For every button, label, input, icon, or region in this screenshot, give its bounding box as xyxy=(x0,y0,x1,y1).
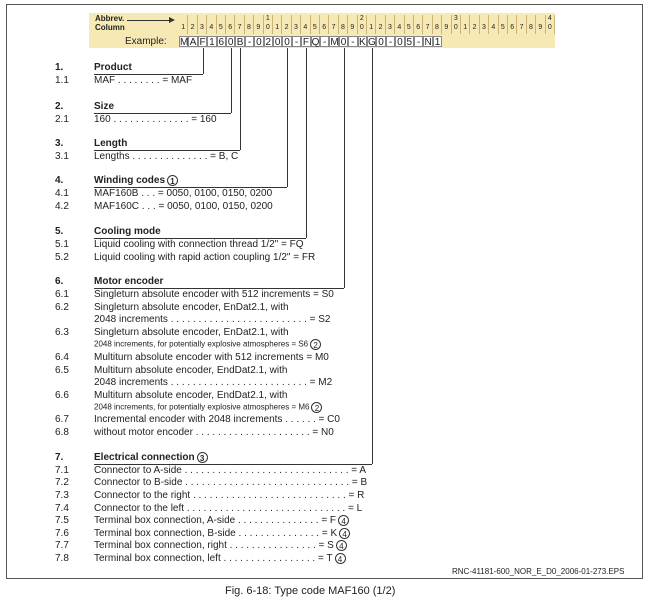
section-underline xyxy=(94,238,306,239)
item-text-continued: 2048 increments . . . . . . . . . . . . . . . . . . . . . . . . . = S2 xyxy=(94,314,331,325)
item-number: 6.8 xyxy=(55,427,69,438)
example-char: 0 xyxy=(256,37,262,48)
column-digit: 1 xyxy=(181,24,186,31)
column-cell xyxy=(405,15,414,34)
column-digit: 6 xyxy=(510,24,515,31)
column-digit: 7 xyxy=(425,24,430,31)
item-text: Multiturn absolute encoder with 512 increments = M0 xyxy=(94,352,329,363)
column-cell xyxy=(508,15,517,34)
reference-id: RNC-41181-600_NOR_E_D0_2006-01-273.EPS xyxy=(452,567,625,576)
example-char: B xyxy=(236,37,244,48)
column-cell xyxy=(245,15,254,34)
example-char: 5 xyxy=(406,37,413,48)
item-text: 160 . . . . . . . . . . . . . . = 160 xyxy=(94,114,217,125)
section-underline xyxy=(94,74,203,75)
column-digit: 3 xyxy=(482,24,486,31)
column-cell xyxy=(546,15,555,34)
column-cell xyxy=(499,15,508,34)
column-digit: 7 xyxy=(519,24,524,31)
item-text: Incremental encoder with 2048 increments . . . . . . = C0 xyxy=(94,414,340,425)
example-char: K xyxy=(358,37,366,48)
connector-line xyxy=(240,48,241,150)
item-text: MAF160C . . . = 0050, 0100, 0150, 0200 xyxy=(94,201,273,212)
example-label: Example: xyxy=(125,36,167,47)
section-underline xyxy=(94,113,231,114)
column-digit: 8 xyxy=(247,24,251,31)
column-digit: 9 xyxy=(256,24,261,31)
column-digit: 1 xyxy=(275,24,280,31)
item-text: MAF160B . . . = 0050, 0100, 0150, 0200 xyxy=(94,188,273,199)
column-cell xyxy=(470,15,479,34)
item-text: Connector to A-side . . . . . . . . . . . . . . . . . . . . . . . . . . . . . . = A xyxy=(94,465,367,476)
item-number: 2.1 xyxy=(55,114,69,125)
section-number: 4. xyxy=(55,175,64,186)
footnote-marker: 2 xyxy=(310,339,321,350)
column-cell xyxy=(207,15,216,34)
column-cell xyxy=(329,15,338,34)
column-digit: 7 xyxy=(331,24,336,31)
column-digit: 3 xyxy=(388,24,392,31)
column-digit: 9 xyxy=(444,24,449,31)
column-digit: 3 xyxy=(200,24,204,31)
section-title: Product xyxy=(94,62,132,73)
column-digit: 6 xyxy=(416,24,421,31)
example-char: N xyxy=(424,37,432,48)
footnote-marker: 4 xyxy=(336,540,347,551)
item-text: Liquid cooling with connection thread 1/2" = FQ xyxy=(94,239,304,250)
example-char: M xyxy=(330,37,339,48)
column-cell xyxy=(423,15,432,34)
column-cell xyxy=(358,15,367,34)
section-title: Length xyxy=(94,138,128,149)
column-digit: 5 xyxy=(500,24,505,31)
section-number: 2. xyxy=(55,101,64,112)
connector-line xyxy=(306,48,307,238)
item-number: 7.6 xyxy=(55,528,69,539)
example-char: Q xyxy=(311,37,320,48)
example-char: - xyxy=(245,36,254,47)
example-char: - xyxy=(414,36,423,47)
item-number: 7.7 xyxy=(55,540,69,551)
item-number: 3.1 xyxy=(55,151,69,162)
item-number: 7.8 xyxy=(55,553,69,564)
example-char: 0 xyxy=(227,37,234,48)
example-char: 0 xyxy=(340,37,347,48)
column-digit: 7 xyxy=(237,24,242,31)
column-digit: 8 xyxy=(341,24,345,31)
connector-line xyxy=(231,48,232,113)
item-number: 7.3 xyxy=(55,490,69,501)
column-digit: 8 xyxy=(435,24,439,31)
column-digit: 9 xyxy=(538,24,543,31)
column-cell xyxy=(376,15,385,34)
item-number: 6.3 xyxy=(55,327,69,338)
column-cell xyxy=(179,15,188,34)
figure-frame xyxy=(6,4,643,579)
column-arrow xyxy=(127,20,171,21)
figure-caption: Fig. 6-18: Type code MAF160 (1/2) xyxy=(225,585,396,597)
section-number: 5. xyxy=(55,226,64,237)
column-cell xyxy=(527,15,536,34)
example-char: 0 xyxy=(284,37,290,48)
item-text: Terminal box connection, B-side . . . . . . . . . . . . . . . = K 4 xyxy=(94,528,350,539)
column-cell xyxy=(235,15,244,34)
column-cell xyxy=(489,15,498,34)
column-digit: 4 xyxy=(303,24,308,31)
item-text: MAF . . . . . . . . = MAF xyxy=(94,75,193,86)
section-number: 6. xyxy=(55,276,64,287)
abbrev-label: Abbrev. xyxy=(95,14,125,23)
section-underline xyxy=(94,288,344,289)
item-number: 7.2 xyxy=(55,477,69,488)
example-char: M xyxy=(180,37,189,48)
column-cell xyxy=(536,15,545,34)
section-underline xyxy=(94,187,287,188)
item-text: Connector to B-side . . . . . . . . . . . . . . . . . . . . . . . . . . . . . . = B xyxy=(94,477,368,488)
item-number: 6.7 xyxy=(55,414,69,425)
item-text: Singleturn absolute encoder, EnDat2.1, with xyxy=(94,302,289,313)
item-number: 1.1 xyxy=(55,75,69,86)
column-cell xyxy=(301,15,310,34)
column-digit: 0 xyxy=(453,24,458,31)
item-text: Connector to the left . . . . . . . . . . . . . . . . . . . . . . . . . . . . . = L xyxy=(94,503,363,514)
column-digit: 3 xyxy=(294,24,298,31)
column-digit: 2 xyxy=(472,24,477,31)
item-number: 5.1 xyxy=(55,239,69,250)
column-cell xyxy=(320,15,329,34)
item-text-continued: 2048 increments, for potentially explosive atmospheres = S6 2 xyxy=(94,339,321,350)
example-char: - xyxy=(386,36,395,47)
item-text: Terminal box connection, left . . . . . . . . . . . . . . . . . = T 4 xyxy=(94,553,346,564)
column-cell xyxy=(264,15,273,34)
example-char: 2 xyxy=(265,37,272,48)
footnote-marker: 3 xyxy=(197,452,208,463)
item-number: 6.4 xyxy=(55,352,69,363)
column-cell xyxy=(273,15,282,34)
item-number: 5.2 xyxy=(55,252,69,263)
item-text: Liquid cooling with rapid action coupling 1/2" = FR xyxy=(94,252,316,263)
example-char: 1 xyxy=(209,37,215,48)
column-cell xyxy=(282,15,291,34)
section-underline xyxy=(94,464,372,465)
section-title: Cooling mode xyxy=(94,226,161,237)
example-char: 1 xyxy=(434,37,441,48)
column-digit: 5 xyxy=(312,24,317,31)
column-cell xyxy=(386,15,395,34)
column-digit: 9 xyxy=(350,24,355,31)
column-cell xyxy=(292,15,301,34)
item-text-continued: 2048 increments, for potentially explosive atmospheres = M6 2 xyxy=(94,402,322,413)
connector-line xyxy=(203,48,204,74)
column-digit: 6 xyxy=(322,24,327,31)
column-digit: 2 xyxy=(378,24,383,31)
item-text: Singleturn absolute encoder, EnDat2.1, with xyxy=(94,327,289,338)
arrow-head-icon xyxy=(169,17,175,23)
footnote-marker: 4 xyxy=(339,528,350,539)
connector-line xyxy=(287,48,288,187)
column-digit: 5 xyxy=(406,24,411,31)
footnote-marker: 4 xyxy=(338,515,349,526)
example-char: F xyxy=(199,37,206,48)
section-title: Size xyxy=(94,101,115,112)
section-title: Winding codes 1 xyxy=(94,175,178,186)
column-digit: 0 xyxy=(547,24,552,31)
column-tens: 4 xyxy=(547,15,552,22)
column-cell xyxy=(442,15,451,34)
footnote-marker: 4 xyxy=(335,553,346,564)
column-cell xyxy=(254,15,263,34)
section-title: Motor encoder xyxy=(94,276,164,287)
example-char: - xyxy=(292,36,301,47)
item-text: Terminal box connection, right . . . . . . . . . . . . . . . . = S 4 xyxy=(94,540,347,551)
column-digit: 1 xyxy=(463,24,468,31)
section-number: 7. xyxy=(55,452,64,463)
column-digit: 2 xyxy=(284,24,289,31)
section-title: Electrical connection 3 xyxy=(94,452,208,463)
column-digit: 4 xyxy=(209,24,214,31)
item-text: Multiturn absolute encoder, EndDat2.1, with xyxy=(94,390,288,401)
column-cell xyxy=(348,15,357,34)
column-digit: 5 xyxy=(218,24,223,31)
column-cell xyxy=(367,15,376,34)
example-char: A xyxy=(189,37,197,48)
column-label: Column xyxy=(95,23,125,32)
item-number: 7.1 xyxy=(55,465,69,476)
example-char: 0 xyxy=(274,37,281,48)
example-char: F xyxy=(302,37,309,48)
connector-line xyxy=(344,48,345,288)
section-underline xyxy=(94,150,240,151)
column-cell xyxy=(517,15,526,34)
column-cell xyxy=(452,15,461,34)
column-cell xyxy=(188,15,197,34)
column-cell xyxy=(339,15,348,34)
column-tens: 1 xyxy=(265,15,270,22)
section-number: 3. xyxy=(55,138,64,149)
column-cell xyxy=(395,15,404,34)
item-text-continued: 2048 increments . . . . . . . . . . . . . . . . . . . . . . . . . = M2 xyxy=(94,377,333,388)
column-cell xyxy=(433,15,442,34)
item-number: 6.6 xyxy=(55,390,69,401)
item-text: Lengths . . . . . . . . . . . . . . = B, C xyxy=(94,151,239,162)
item-number: 6.2 xyxy=(55,302,69,313)
item-text: Terminal box connection, A-side . . . . . . . . . . . . . . . = F 4 xyxy=(94,515,349,526)
column-digit: 6 xyxy=(228,24,233,31)
column-tens: 2 xyxy=(359,15,364,22)
column-digit: 4 xyxy=(397,24,402,31)
column-digit: 1 xyxy=(369,24,374,31)
example-char: - xyxy=(348,36,357,47)
column-tens: 3 xyxy=(453,15,458,22)
column-digit: 0 xyxy=(359,24,364,31)
column-digit: 0 xyxy=(265,24,270,31)
column-digit: 4 xyxy=(491,24,496,31)
item-number: 7.4 xyxy=(55,503,69,514)
item-number: 4.1 xyxy=(55,188,69,199)
column-cell xyxy=(480,15,489,34)
column-cell xyxy=(217,15,226,34)
column-cell xyxy=(461,15,470,34)
item-number: 6.5 xyxy=(55,365,69,376)
item-number: 6.1 xyxy=(55,289,69,300)
footnote-marker: 2 xyxy=(311,402,322,413)
item-text: without motor encoder . . . . . . . . . . . . . . . . . . . . . = N0 xyxy=(94,427,334,438)
item-text: Multiturn absolute encoder, EndDat2.1, with xyxy=(94,365,288,376)
column-cell xyxy=(414,15,423,34)
example-char: 0 xyxy=(378,37,384,48)
example-char: 6 xyxy=(218,37,225,48)
section-number: 1. xyxy=(55,62,64,73)
column-digit: 2 xyxy=(190,24,195,31)
item-number: 4.2 xyxy=(55,201,69,212)
column-digit: 8 xyxy=(529,24,533,31)
item-text: Connector to the right . . . . . . . . . . . . . . . . . . . . . . . . . . . . = R xyxy=(94,490,365,501)
example-char: - xyxy=(320,36,329,47)
column-cell xyxy=(226,15,235,34)
item-text: Singleturn absolute encoder with 512 increments = S0 xyxy=(94,289,334,300)
column-cell xyxy=(311,15,320,34)
example-char: G xyxy=(368,37,376,48)
connector-line xyxy=(372,48,373,464)
column-cell xyxy=(198,15,207,34)
example-char: 0 xyxy=(397,37,403,48)
footnote-marker: 1 xyxy=(167,175,178,186)
item-number: 7.5 xyxy=(55,515,69,526)
